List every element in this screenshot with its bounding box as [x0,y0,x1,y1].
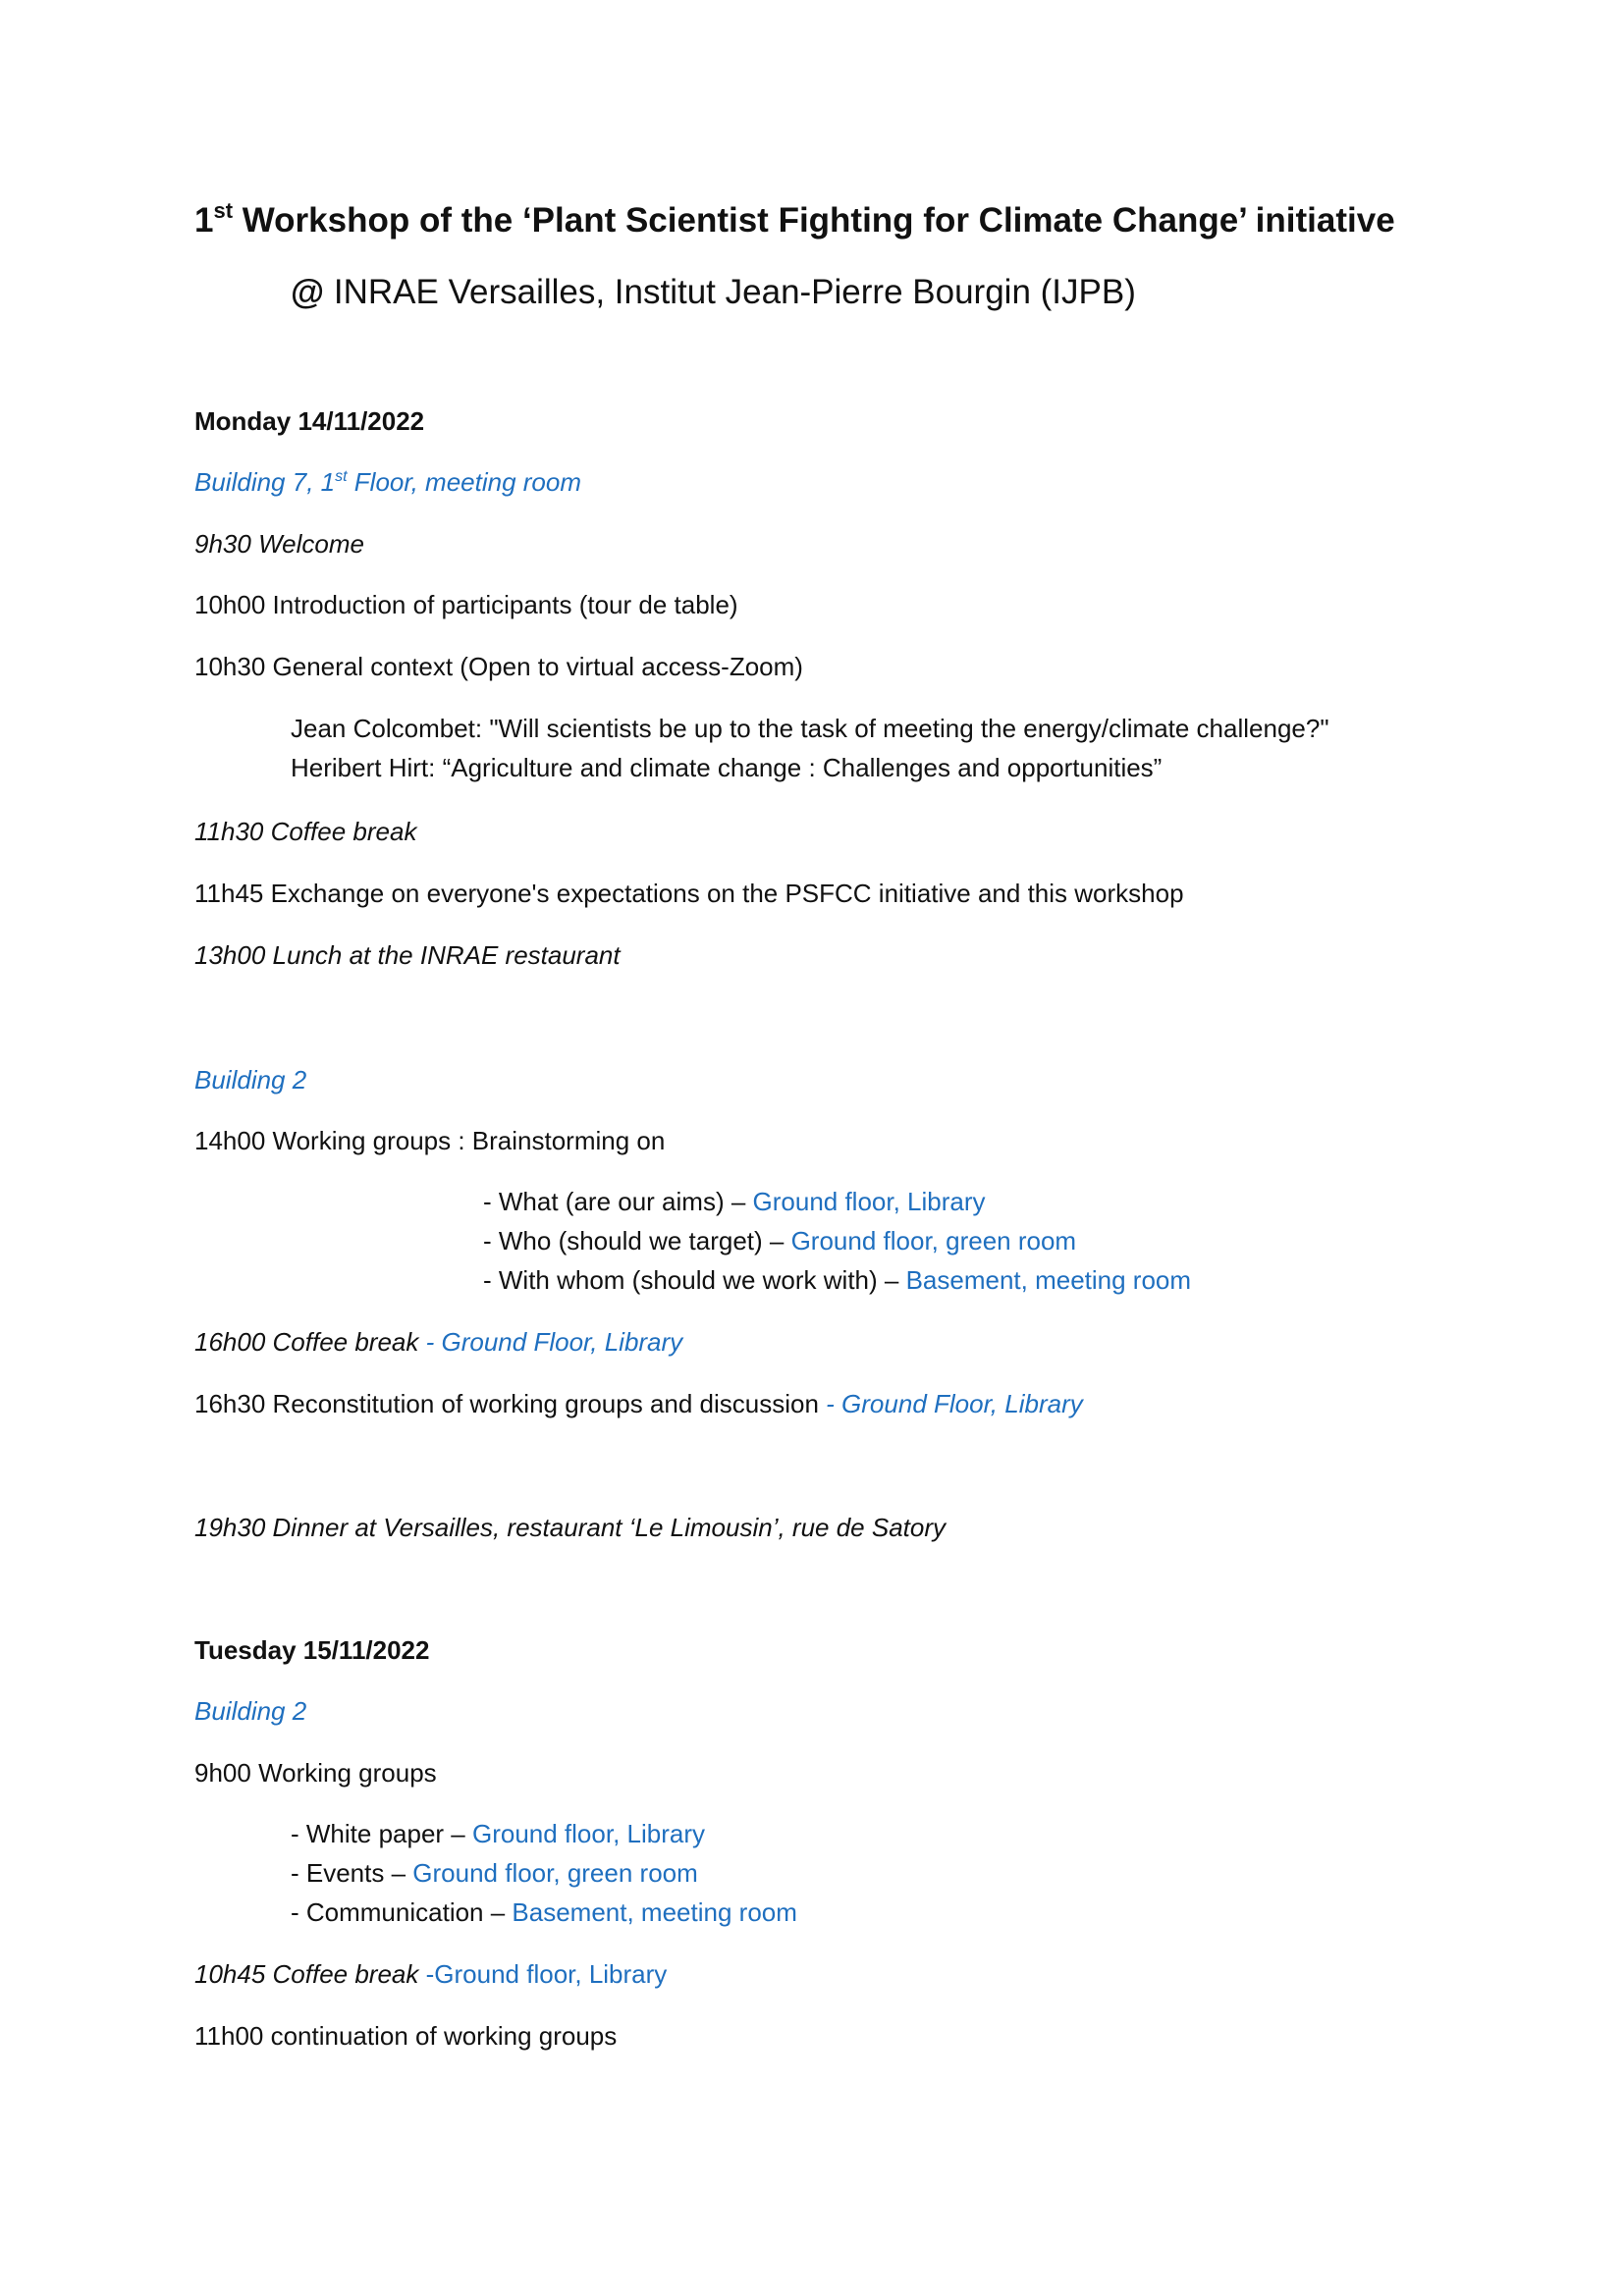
context-item: 10h30 General context (Open to virtual access-Zoom) [194,652,803,681]
monday-heading: Monday 14/11/2022 [194,406,425,436]
tuesday-heading: Tuesday 15/11/2022 [194,1635,430,1665]
talk-colcombet: Jean Colcombet: "Will scientists be up to the task of meeting the energy/climate challenge?" [291,714,1329,743]
group-communication: - Communication – Basement, meeting room [291,1897,797,1927]
welcome-item: 9h30 Welcome [194,529,364,559]
dinner-item: 19h30 Dinner at Versailles, restaurant ‘Le Limousin’, rue de Satory [194,1513,947,1542]
document-title: 1st Workshop of the ‘Plant Scientist Fighting for Climate Change’ initiative [194,198,1395,240]
working-groups-item: 14h00 Working groups : Brainstorming on [194,1126,666,1155]
coffee-break-1: 11h30 Coffee break [194,817,417,846]
reconstitution-item: 16h30 Reconstitution of working groups and discussion - Ground Floor, Library [194,1389,1083,1418]
monday-location-building2: Building 2 [194,1065,307,1095]
venue-line: @ INRAE Versailles, Institut Jean-Pierre Bourgin (IJPB) [291,273,1136,311]
group-white-paper: - White paper – Ground floor, Library [291,1819,705,1848]
tuesday-coffee-break: 10h45 Coffee break -Ground floor, Library [194,1959,668,1989]
lunch-item: 13h00 Lunch at the INRAE restaurant [194,940,621,970]
exchange-item: 11h45 Exchange on everyone's expectations on the PSFCC initiative and this workshop [194,879,1184,908]
talk-hirt: Heribert Hirt: “Agriculture and climate change : Challenges and opportunities” [291,753,1163,782]
tuesday-working-groups: 9h00 Working groups [194,1758,437,1788]
group-who: - Who (should we target) – Ground floor, green room [483,1226,1077,1255]
continuation-item: 11h00 continuation of working groups [194,2021,618,2051]
intro-item: 10h00 Introduction of participants (tour de table) [194,590,738,619]
monday-location-building7: Building 7, 1st Floor, meeting room [194,467,581,497]
group-what: - What (are our aims) – Ground floor, Library [483,1187,986,1216]
coffee-break-2: 16h00 Coffee break - Ground Floor, Library [194,1327,683,1357]
group-with-whom: - With whom (should we work with) – Basement, meeting room [483,1265,1192,1295]
tuesday-location: Building 2 [194,1696,307,1726]
group-events: - Events – Ground floor, green room [291,1858,698,1888]
